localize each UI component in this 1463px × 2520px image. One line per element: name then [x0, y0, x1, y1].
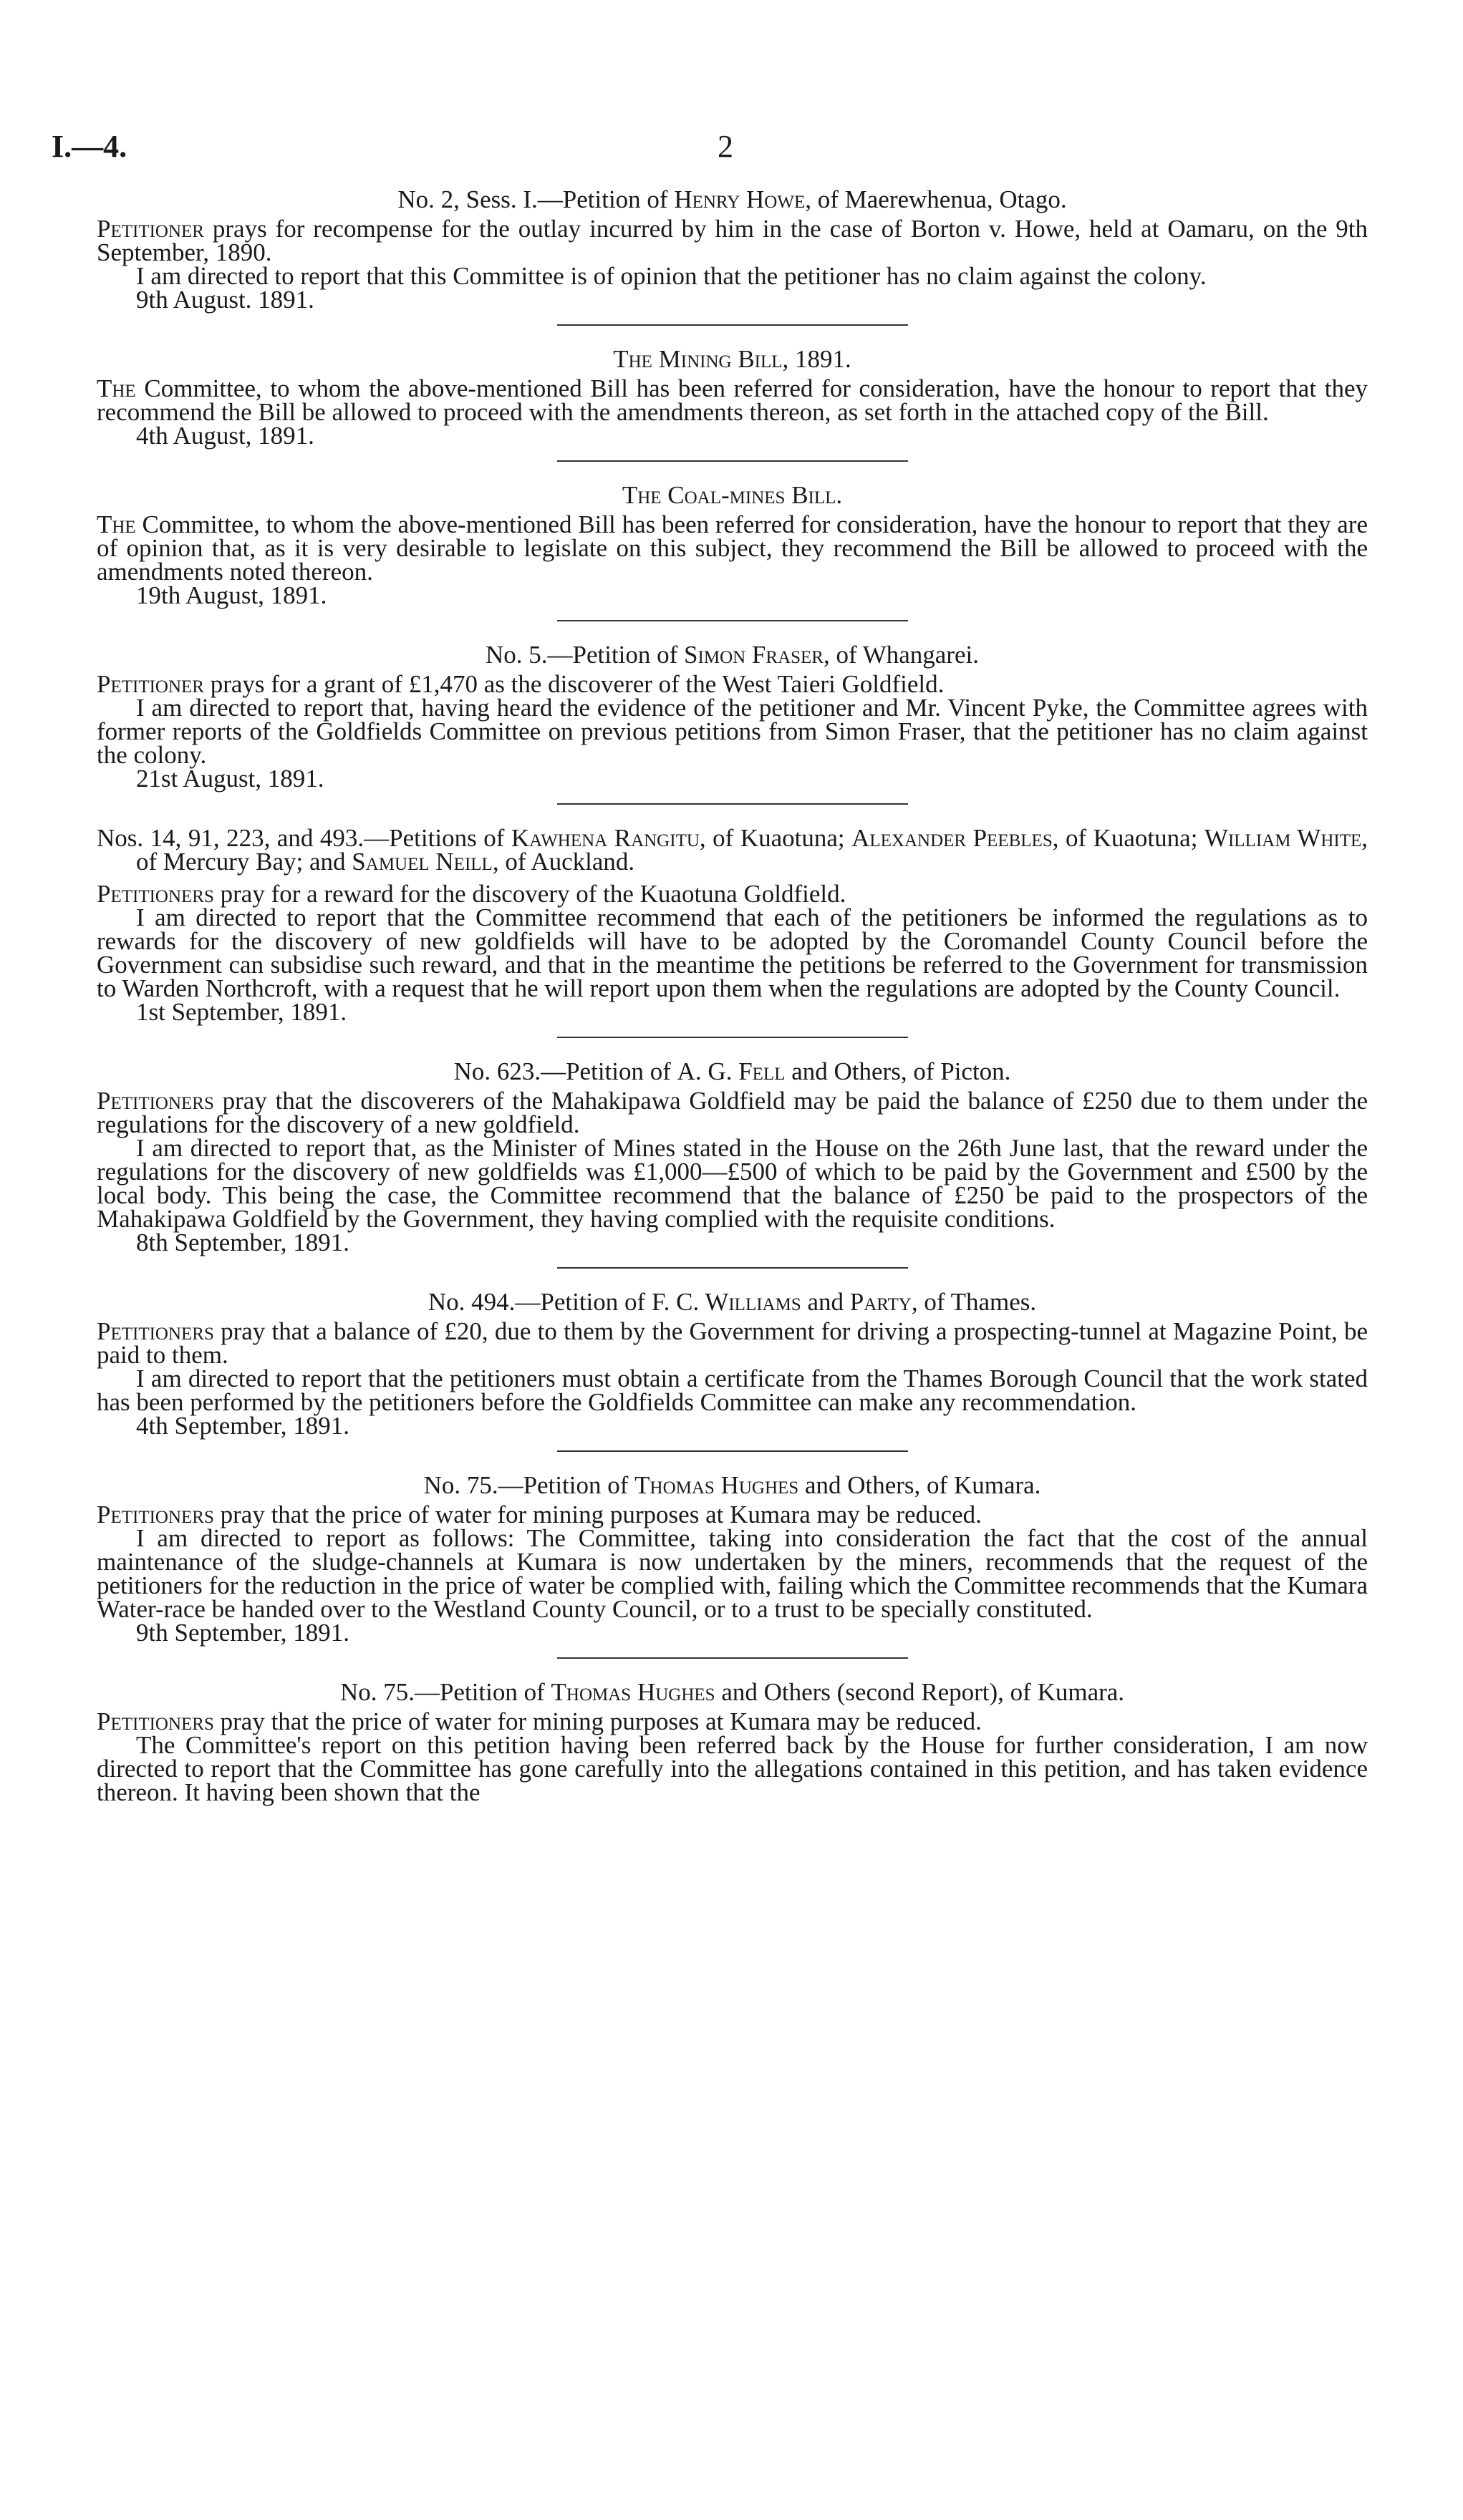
title-text: No. 494.—Petition of: [428, 1288, 652, 1316]
report-date: 9th September, 1891.: [136, 1619, 349, 1647]
report-date: 9th August. 1891.: [136, 286, 314, 314]
section-divider: [557, 1657, 908, 1659]
title-text: No. 2, Sess. I.—Petition of: [397, 185, 675, 213]
petitioner-name: F. C. Williams: [651, 1288, 801, 1316]
paragraph-text: pray that the price of water for mining purposes at Kumara may be reduced.: [213, 1501, 982, 1528]
paragraph-text: pray that the price of water for mining purposes at Kumara may be reduced.: [213, 1707, 982, 1735]
paragraph-text: pray that the discoverers of the Mahakipawa Goldfield may be paid the balance of £250 due to them under the regulations for the discovery of a new goldfield.: [97, 1087, 1368, 1138]
page-header: [52, 129, 1405, 170]
petitioner-name: Kawhena Rangitu: [511, 824, 700, 852]
report-date: 19th August, 1891.: [136, 581, 327, 609]
report-date: 1st September, 1891.: [136, 998, 347, 1026]
lead-word: Petitioners: [97, 880, 214, 908]
coal-mines-bill: [97, 483, 1368, 607]
petition-summary: [97, 1707, 1368, 1735]
lead-word: Petitioners: [97, 1707, 214, 1735]
petition-summary: [97, 882, 1368, 906]
lead-word: The: [97, 510, 136, 538]
petitioner-name: Alexander Peebles: [851, 824, 1053, 852]
title-text: and: [801, 1288, 850, 1316]
title-text: , of Kuaotuna;: [1052, 824, 1204, 852]
title-text: , of Thames.: [911, 1288, 1037, 1316]
section-title: [97, 1680, 1368, 1704]
lead-word: The: [97, 374, 136, 402]
report-paragraph: I am directed to report that, having heard the evidence of the petitioner and Mr. Vincent Pyke, the Committee agrees with former reports of the Goldfields Committee on previous petitions from Simon Fraser, that the petitioner has no claim against the colony.: [97, 694, 1368, 769]
section-divider: [557, 620, 908, 621]
title-text: .: [836, 481, 843, 509]
report-paragraph: I am directed to report as follows: The Committee, taking into consideration the fact that the cost of the annual maintenance of the sludge-channels at Kumara is now undertaken by the miners, recommends that the request of the petitioners for the reduction in the price of water be complied with, failing which the Committee recommends that the Kumara Water-race be handed over to the Westland County Council, or to a trust to be specially constituted.: [97, 1524, 1368, 1623]
petitioner-name: Thomas Hughes: [551, 1678, 715, 1706]
petition-simon-fraser: [97, 641, 1368, 793]
petitioner-name: A. G. Fell: [677, 1057, 786, 1085]
title-text: , of Maerewhenua, Otago.: [805, 185, 1067, 213]
document-code: I.—4.: [52, 129, 127, 164]
title-text: and Others (second Report), of Kumara.: [715, 1678, 1125, 1706]
section-divider: [557, 460, 908, 462]
section-title: [97, 185, 1368, 213]
petitions-kuaotuna-goldfield: [97, 826, 1368, 1024]
report-date: 21st August, 1891.: [136, 765, 324, 793]
lead-word: Petitioner: [97, 215, 204, 243]
lead-word: Petitioners: [97, 1087, 214, 1115]
petition-summary: [97, 1089, 1368, 1136]
report-paragraph: I am directed to report that the Committee recommend that each of the petitioners be informed the regulations as to rewards for the discovery of new goldfields will have to be adopted by the Coromandel County Council before the Government can subsidise such reward, and that in the meantime the petitions be referred to the Government for transmission to Warden Northcroft, with a request that he will report upon them when the regulations are adopted by the County Council.: [97, 903, 1368, 1002]
title-text: , of Auckland.: [492, 848, 635, 876]
petitioner-name: Party: [849, 1288, 912, 1316]
report-date: 4th August, 1891.: [136, 422, 314, 450]
title-text: No. 75.—Petition of: [339, 1678, 551, 1706]
petitioner-name: Samuel Neill: [352, 848, 493, 876]
bill-name: The Coal-mines Bill: [622, 481, 836, 509]
petition-f-c-williams: [97, 1290, 1368, 1438]
petitioner-name: William White: [1204, 824, 1362, 852]
report-date: 4th September, 1891.: [136, 1412, 349, 1440]
title-text: , of Mercury Bay; and: [136, 824, 1368, 876]
petition-summary: [97, 672, 1368, 696]
lead-word: Petitioners: [97, 1317, 214, 1345]
report-paragraph: [97, 374, 1368, 426]
petition-thomas-hughes: [97, 1471, 1368, 1647]
lead-word: Petitioner: [97, 670, 204, 698]
section-title: [97, 643, 1368, 667]
report-date: 8th September, 1891.: [136, 1228, 349, 1256]
paragraph-text: Committee, to whom the above-mentioned Bill has been referred for consideration, have the honour to report that they recommend the Bill be allowed to proceed with the amendments thereon, as set forth in the attached copy of the Bill.: [97, 374, 1368, 426]
section-divider: [557, 324, 908, 326]
paragraph-text: prays for recompense for the outlay incurred by him in the case of Borton v. Howe, held at Oamaru, on the 9th September, 1890.: [97, 215, 1368, 266]
petition-thomas-hughes-second-report: [97, 1680, 1368, 1804]
section-title: [97, 1290, 1368, 1314]
report-paragraph: The Committee's report on this petition having been referred back by the House for further consideration, I am now directed to report that the Committee has gone carefully into the allegations contained in this petition, and has taken evidence thereon. It having been shown that the: [97, 1731, 1368, 1806]
title-text: Nos. 14, 91, 223, and 493.—Petitions of: [97, 824, 511, 852]
section-divider: [557, 1037, 908, 1038]
petition-summary: [97, 1503, 1368, 1526]
title-text: No. 75.—Petition of: [423, 1471, 635, 1499]
report-paragraph: I am directed to report that this Committee is of opinion that the petitioner has no claim against the colony.: [136, 262, 1207, 290]
section-title: [97, 824, 1368, 876]
section-title: [97, 1473, 1368, 1497]
paragraph-text: Committee, to whom the above-mentioned Bill has been referred for consideration, have the honour to report that they are of opinion that, as it is very desirable to legislate on this subject, they recommend the Bill be allowed to proceed with the amendments noted thereon.: [97, 510, 1368, 586]
report-paragraph: I am directed to report that, as the Minister of Mines stated in the House on the 26th June last, that the reward under the regulations for the discovery of new goldfields was £1,000—£500 of which to be paid by the Government and £500 by the local body. This being the case, the Committee recommend that the balance of £250 be paid to the prospectors of the Mahakipawa Goldfield by the Government, they having complied with the requisite conditions.: [97, 1134, 1368, 1233]
title-text: , 1891.: [782, 345, 851, 373]
petition-summary: [97, 217, 1368, 264]
section-divider: [557, 803, 908, 805]
title-text: , of Whangarei.: [823, 641, 980, 669]
petitioner-name: Thomas Hughes: [634, 1471, 799, 1499]
page-number: 2: [718, 129, 733, 164]
title-text: No. 623.—Petition of: [453, 1057, 677, 1085]
bill-name: The Mining Bill: [613, 345, 783, 373]
title-text: No. 5.—Petition of: [485, 641, 685, 669]
title-text: , of Kuaotuna;: [699, 824, 852, 852]
petitioner-name: Henry Howe: [674, 185, 806, 213]
document-body: [97, 185, 1368, 1806]
lead-word: Petitioners: [97, 1501, 214, 1528]
petition-henry-howe: [97, 185, 1368, 314]
report-paragraph: I am directed to report that the petitioners must obtain a certificate from the Thames Borough Council that the work stated has been performed by the petitioners before the Goldfields Committee can make any recommendation.: [97, 1365, 1368, 1416]
section-title: [97, 347, 1368, 371]
title-text: and Others, of Kumara.: [798, 1471, 1041, 1499]
mining-bill: [97, 345, 1368, 450]
section-title: [97, 1057, 1368, 1085]
section-title: [97, 483, 1368, 507]
petitioner-name: Simon Fraser: [684, 641, 824, 669]
paragraph-text: prays for a grant of £1,470 as the discoverer of the West Taieri Goldfield.: [203, 670, 945, 698]
paragraph-text: pray that a balance of £20, due to them by the Government for driving a prospecting-tunnel at Magazine Point, be paid to them.: [97, 1317, 1368, 1369]
section-divider: [557, 1267, 908, 1269]
title-text: and Others, of Picton.: [785, 1057, 1011, 1085]
petition-a-g-fell: [97, 1057, 1368, 1256]
report-paragraph: [97, 510, 1368, 586]
paragraph-text: pray for a reward for the discovery of the Kuaotuna Goldfield.: [213, 880, 846, 908]
petition-summary: [97, 1319, 1368, 1367]
section-divider: [557, 1450, 908, 1452]
